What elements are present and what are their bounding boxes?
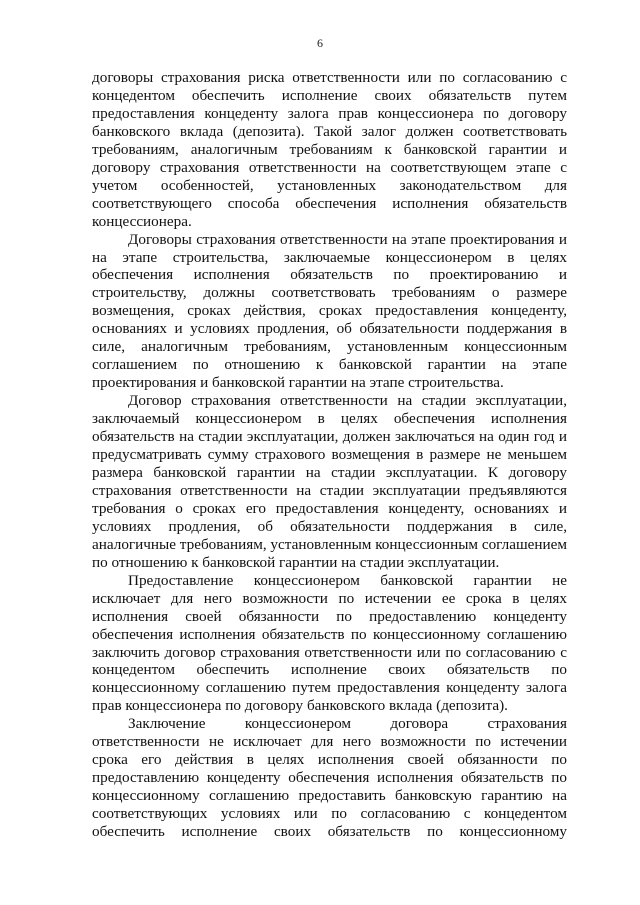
page-number: 6 [317, 36, 323, 50]
paragraph-4: Предоставление концессионером банковской гарантии не исключает для него возможности по истечении ее срока в целях исполнения своей обязанности по предоставлению концеденту обеспечения исполнения обязательств по концессионному соглашению заключить договор страхования ответственности или по согласованию с концедентом обеспечить исполнение своих обязательств по концессионному соглашению путем предоставления концеденту залога прав концессионера по договору банковского вклада (депозита). [92, 571, 567, 715]
paragraph-5: Заключение концессионером договора страхования ответственности не исключает для него возможности по истечении срока его действия в целях исполнения своей обязанности по предоставлению концеденту обеспечения исполнения обязательств по концессионному соглашению предоставить банковскую гарантию на соответствующих условиях или по согласованию с концедентом обеспечить исполнение своих обязательств по концессионному [92, 715, 567, 841]
document-body [92, 69, 567, 841]
paragraph-2: Договоры страхования ответственности на этапе проектирования и на этапе строительства, заключаемые концессионером в целях обеспечения исполнения обязательств по проектированию и строительству, должны соответствовать требованиям о размере возмещения, сроках действия, сроках предоставления концеденту, основаниях и условиях продления, об обязательности поддержания в силе, аналогичным требованиям, установленным концессионным соглашением по отношению к банковской гарантии на этапе проектирования и банковской гарантии на этапе строительства. [92, 230, 567, 392]
paragraph-3: Договор страхования ответственности на стадии эксплуатации, заключаемый концессионером в целях обеспечения исполнения обязательств на стадии эксплуатации, должен заключаться на один год и предусматривать сумму страхового возмещения в размере не меньшем размера банковской гарантии на стадии эксплуатации. К договору страхования ответственности на стадии эксплуатации предъявляются требования о сроках его предоставления концеденту, основаниях и условиях продления, об обязательности поддержания в силе, аналогичные требованиям, установленным концессионным соглашением по отношению к банковской гарантии на стадии эксплуатации. [92, 392, 567, 571]
paragraph-1-continuation: договоры страхования риска ответственности или по согласованию с концедентом обеспечить исполнение своих обязательств путем предоставления концеденту залога прав концессионера по договору банковского вклада (депозита). Такой залог должен соответствовать требованиям, аналогичным требованиям к банковской гарантии и договору страхования ответственности на соответствующем этапе с учетом особенностей, установленных законодательством для соответствующего способа обеспечения исполнения обязательств концессионера. [92, 69, 567, 230]
